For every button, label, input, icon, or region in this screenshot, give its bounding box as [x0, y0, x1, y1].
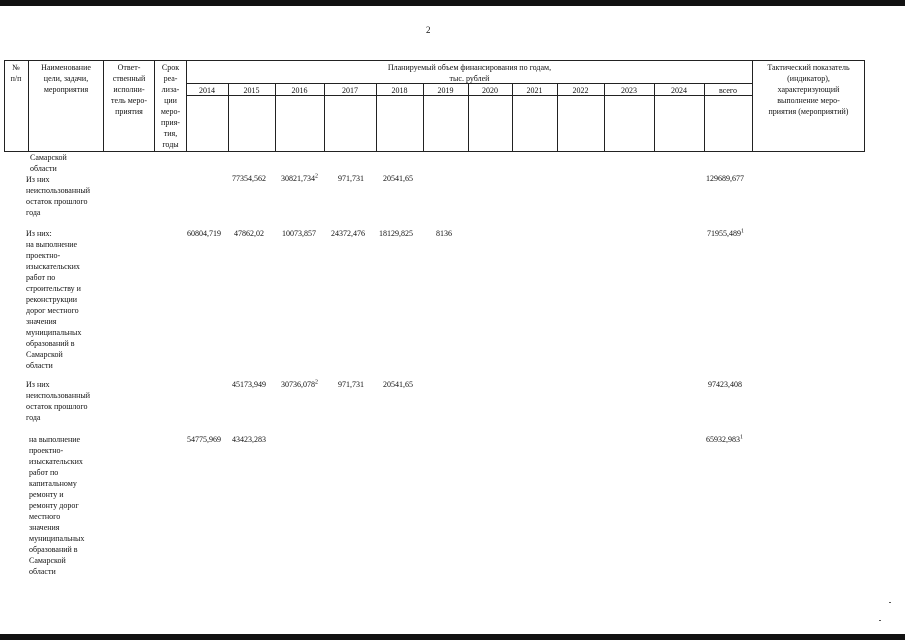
row2-2019: 8136 — [436, 229, 452, 238]
header-term: Срок реа- лиза- ции меро- прия- тия, годы — [160, 63, 181, 149]
row2-total: 71955,489$^1$ — [707, 228, 744, 238]
header-num: № п/п — [10, 63, 22, 83]
year-2024: 2024 — [671, 86, 687, 95]
row2-2017: 24372,476 — [331, 229, 365, 238]
row-name: на выполнение проектно- изыскательских работ по капитальному ремонту и ремонту дорог местного значения муниципальных образований в Самарской области — [29, 435, 85, 576]
header-responsible: Ответ- ственный исполни- тель меро- приятия — [111, 63, 147, 116]
row-name: Из них неиспользованный остаток прошлого года — [26, 175, 91, 217]
row1-2015: 77354,562 — [232, 174, 266, 183]
scan-speck — [889, 602, 891, 603]
row1-2018: 20541,65 — [383, 174, 413, 183]
year-2023: 2023 — [621, 86, 637, 95]
header-name: Наименование цели, задачи, мероприятия — [41, 63, 91, 94]
row4-2015: 43423,283 — [232, 435, 266, 444]
year-2022: 2022 — [572, 86, 589, 95]
year-2020: 2020 — [482, 86, 498, 95]
year-2015: 2015 — [243, 86, 260, 95]
header-indicator: Тактический показатель (индикатор), характеризующий выполнение меро- приятия (мероприятий) — [767, 63, 850, 116]
year-2014: 2014 — [199, 86, 215, 95]
year-2017: 2017 — [342, 86, 358, 95]
row-name: Из них неиспользованный остаток прошлого года — [26, 380, 91, 422]
top-border-bar — [0, 0, 905, 6]
bottom-border-bar — [0, 634, 905, 640]
row3-2017: 971,731 — [338, 380, 364, 389]
year-2019: 2019 — [437, 86, 454, 95]
row3-2016: 30736,078$^2$ — [281, 379, 318, 389]
row-name: Самарской области — [30, 153, 67, 173]
row1-2016: 30821,734$^2$ — [281, 173, 318, 183]
row2-2018: 18129,825 — [379, 229, 413, 238]
year-2018: 2018 — [391, 86, 408, 95]
row3-total: 97423,408 — [708, 380, 742, 389]
scan-speck — [879, 620, 881, 621]
year-2021: 2021 — [526, 86, 543, 95]
header-funding: Планируемый объем финансирования по годам, тыс. рублей — [387, 63, 552, 83]
row3-2015: 45173,949 — [232, 380, 266, 389]
row-name: Из них: на выполнение проектно- изыскательских работ по строительству и реконструкции дорог местного значения муниципальных образований в Самарской области — [26, 229, 82, 370]
year-total: всего — [718, 86, 737, 95]
row2-2015: 47862,02 — [234, 229, 264, 238]
row1-total: 129689,677 — [706, 174, 744, 183]
row3-2018: 20541,65 — [383, 380, 413, 389]
row2-2014: 60804,719 — [187, 229, 221, 238]
row2-2016: 10073,857 — [282, 229, 316, 238]
row4-total: 65932,983$^1$ — [706, 434, 743, 444]
row1-2017: 971,731 — [338, 174, 364, 183]
row4-2014: 54775,969 — [187, 435, 221, 444]
page-number: 2 — [426, 25, 431, 35]
year-2016: 2016 — [291, 86, 308, 95]
